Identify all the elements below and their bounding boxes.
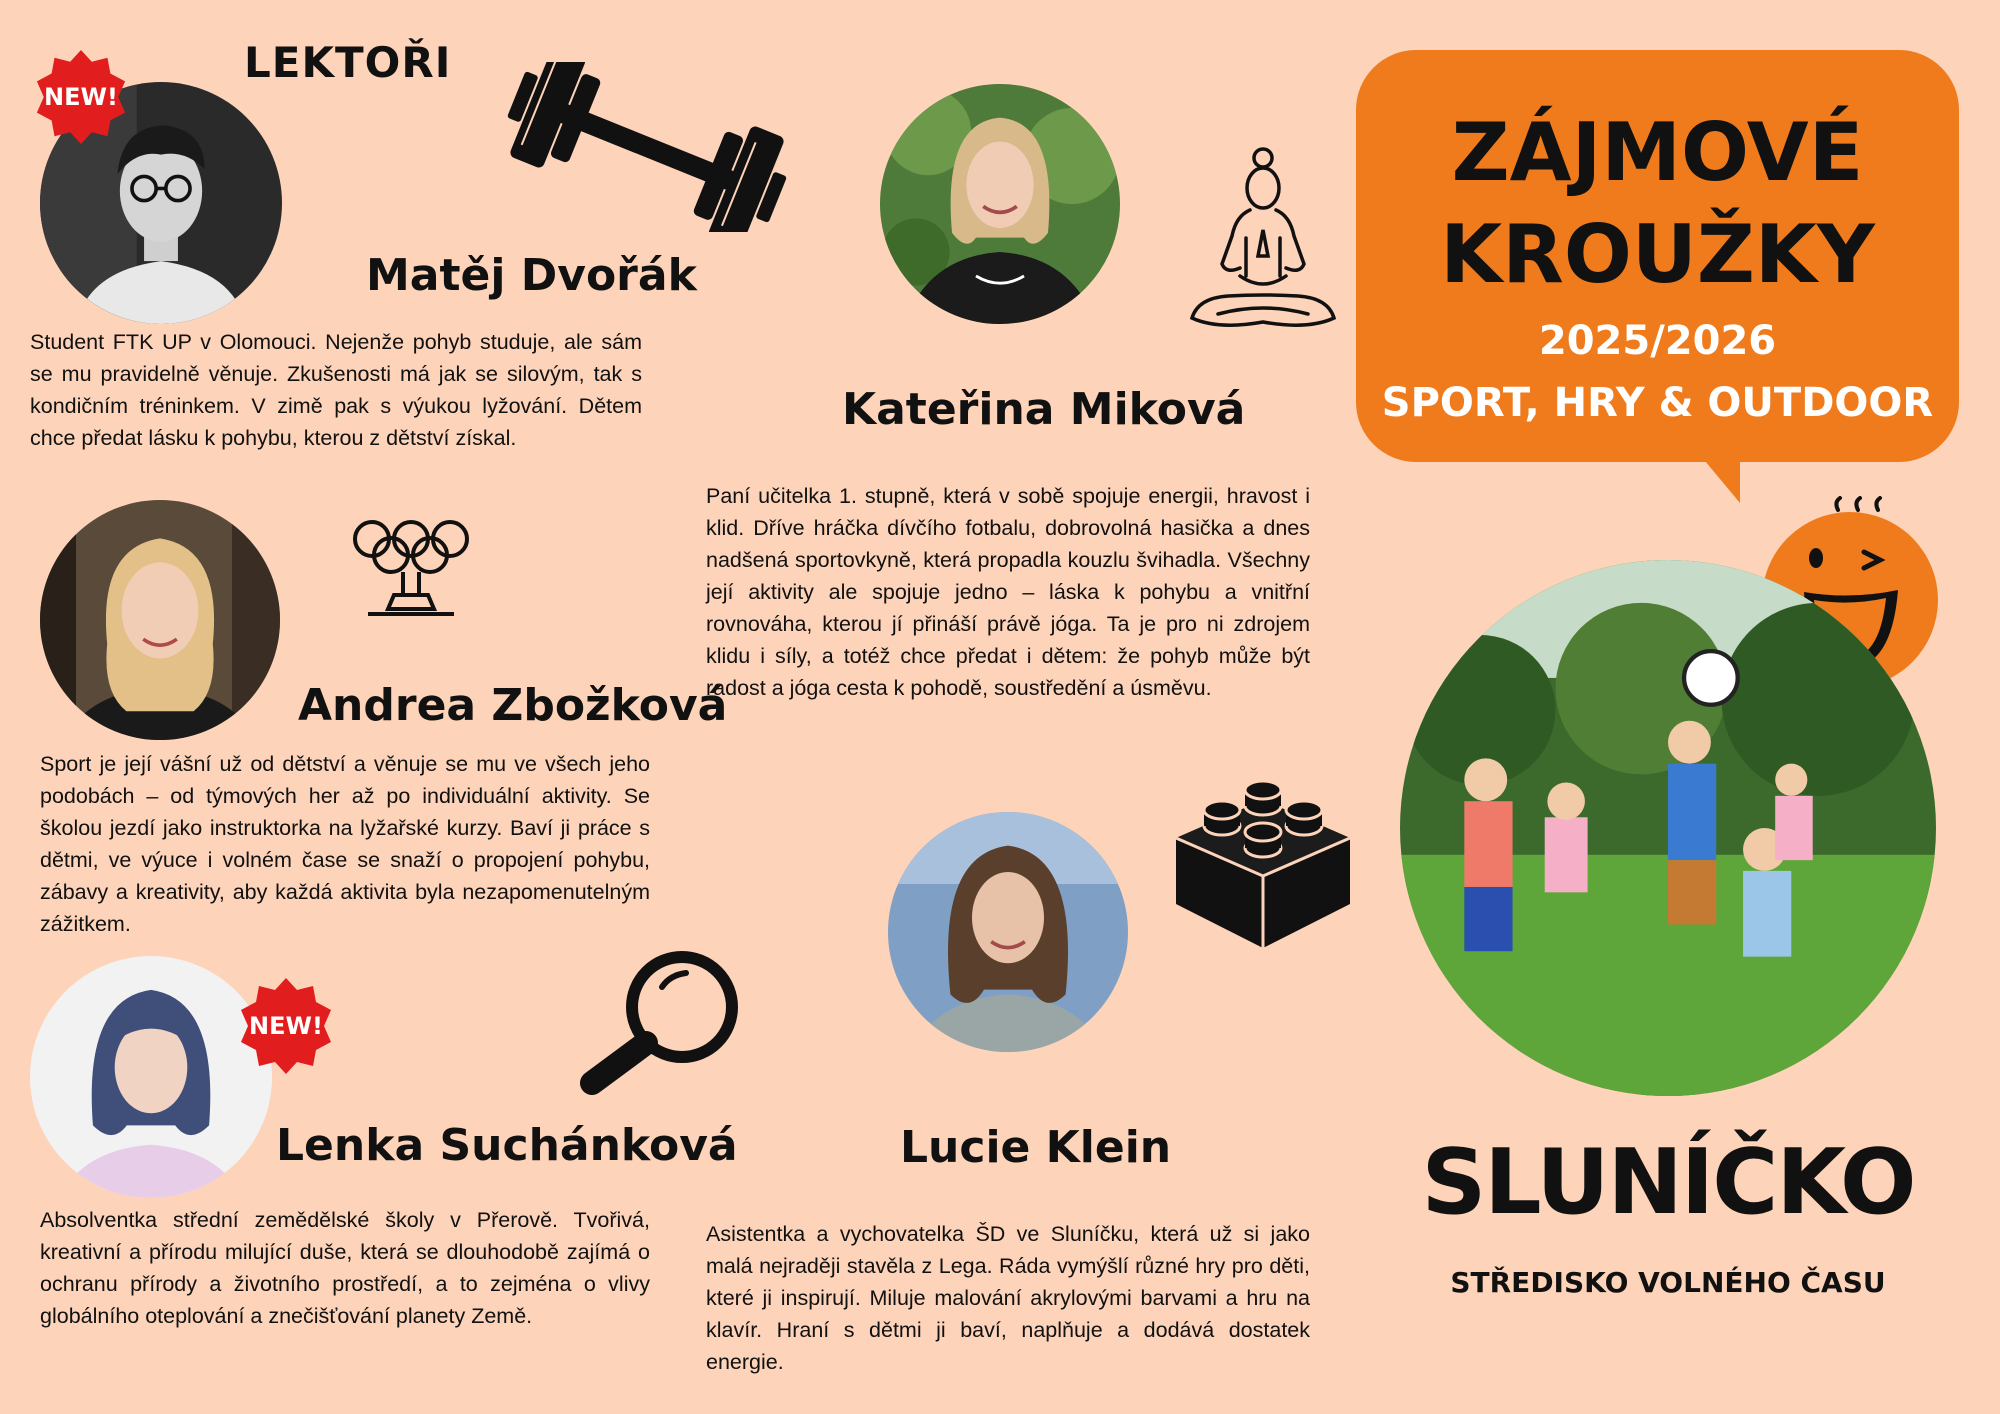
section-title: LEKTOŘI [244, 38, 452, 87]
lecturer-photo-lucie [888, 812, 1128, 1052]
lego-brick-icon [1170, 776, 1356, 954]
bubble-tail [1700, 455, 1740, 503]
lecturer-name: Andrea Zbožková [298, 680, 728, 731]
lecturer-bio: Absolventka střední zemědělské školy v Přerově. Tvořivá, kreativní a přírodu milující duše, která se dlouhodobě zajímá o ochranu přírody a životního prostředí, a to zejména o vlivy globálního oteplování a znečišťování planety Země. [40, 1208, 650, 1328]
magnifier-icon [570, 945, 750, 1095]
title-line-2: KROUŽKY [1440, 208, 1875, 301]
lecturer-name: Matěj Dvořák [366, 250, 697, 301]
lecturer-photo-katerina [880, 84, 1120, 324]
lecturer-bio: Student FTK UP v Olomouci. Nejenže pohyb studuje, ale sám se mu pravidelně věnuje. Zkušenosti má jak se silovým, tak s kondičním tréninkem. V zimě pak s výukou lyžování. Dětem chce předat lásku k pohybu, kterou z dětství získal. [30, 330, 642, 450]
dumbbell-icon [502, 62, 792, 232]
new-badge [236, 976, 336, 1076]
yoga-icon [1188, 146, 1338, 346]
brand-logo: SLUNÍČKO [1421, 1130, 1915, 1235]
lecturer-bio: Sport je její vášní už od dětství a věnuje se mu ve všech jeho podobách – od týmových her až po individuální aktivity. Se školou jezdí jako instruktorka na lyžařské kurzy. Baví ji práce s dětmi, ve výuce i volném čase se snaží o propojení pohybu, zábavy a kreativity, aby každá aktivita byla nezapomenutelným zážitkem. [40, 752, 650, 936]
program-subtitle: SPORT, HRY & OUTDOOR [1381, 380, 1934, 426]
lecturer-name: Lucie Klein [900, 1122, 1172, 1173]
school-year: 2025/2026 [1538, 318, 1777, 364]
title-line-1: ZÁJMOVÉ [1451, 106, 1864, 199]
lecturer-photo-andrea [40, 500, 280, 740]
brand-tagline: STŘEDISKO VOLNÉHO ČASU [1450, 1266, 1886, 1299]
new-badge-label: NEW! [44, 83, 118, 111]
lecturer-name: Kateřina Miková [842, 384, 1246, 435]
header-bubble [1356, 50, 1959, 462]
olympic-rings-icon [350, 515, 472, 620]
hero-photo-children [1400, 560, 1936, 1096]
new-badge-label: NEW! [249, 1012, 323, 1040]
lecturer-bio: Paní učitelka 1. stupně, která v sobě spojuje energii, hravost i klid. Dříve hráčka dívčího fotbalu, dobrovolná hasička a dnes nadšená sportovkyně, která propadla kouzlu švihadla. Všechny její aktivity ale spojuje jedno – láska k pohybu a vnitřní rovnováha, kterou jí přináší právě jóga. Ta je pro ni zdrojem klidu i síly, a totéž chce předat i dětem: že pohyb může být radost a jóga cesta k pohodě, soustředění a úsměvu. [706, 484, 1310, 700]
lecturer-name: Lenka Suchánková [276, 1120, 738, 1171]
lecturer-bio: Asistentka a vychovatelka ŠD ve Sluníčku, která už si jako malá nejraději stavěla z Lega. Ráda vymýšlí různé hry pro děti, které ji inspirují. Miluje malování akrylovými barvami a hru na klavír. Hraní s dětmi ji baví, naplňuje a dodává dostatek energie. [706, 1222, 1310, 1374]
new-badge [32, 48, 130, 146]
